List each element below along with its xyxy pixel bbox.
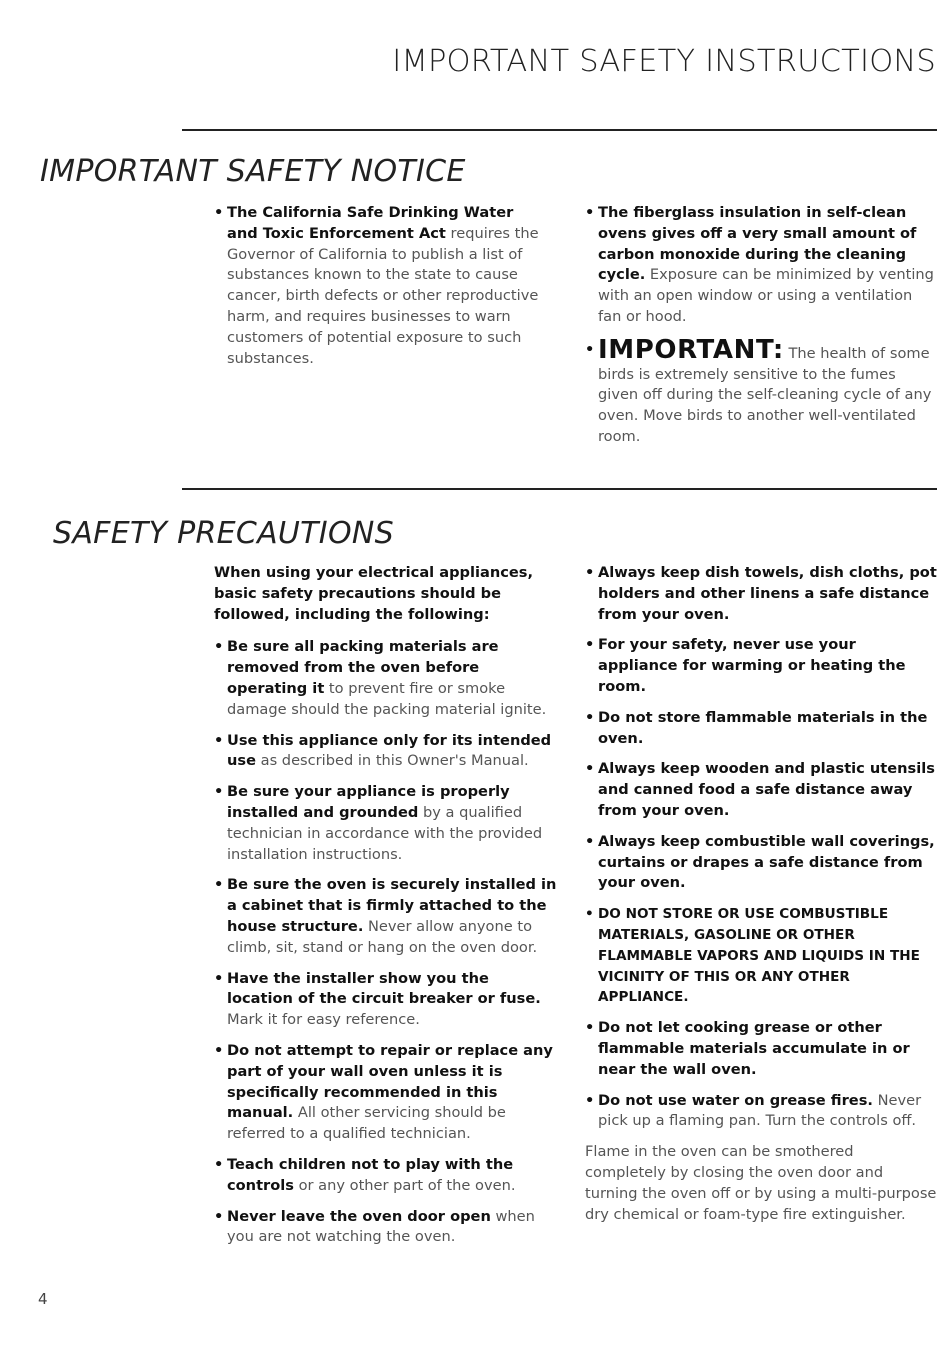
precaution-item: • Use this appliance only for its intended use as described in this Owner's Manual.	[214, 731, 559, 773]
notice-left-item	[214, 203, 544, 369]
top-divider	[182, 129, 937, 131]
precautions-left-column	[214, 563, 559, 1258]
precaution-item: • Never leave the oven door open when you are not watching the oven.	[214, 1207, 559, 1249]
precaution-item: • Teach children not to play with the controls or any other part of the oven.	[214, 1155, 559, 1197]
notice-left-light: requires the Governor of California to publish a list of substances known to the state to cause cancer, birth defects or other reproductive harm, and requires businesses to warn customers of potential exposure to such substances.	[227, 224, 539, 367]
page-number: 4	[38, 1290, 48, 1308]
precaution-item: • Do not attempt to repair or replace any part of your wall oven unless it is specifically recommended in this manual. All other servicing should be referred to a qualified technician.	[214, 1041, 559, 1145]
important-label: IMPORTANT:	[598, 334, 784, 365]
notice-right-light: Exposure can be minimized by venting with an open window or using a ventilation fan or hood.	[598, 266, 934, 325]
precaution-item: • Be sure the oven is securely installed in a cabinet that is firmly attached to the house structure. Never allow anyone to climb, sit, stand or hang on the oven door.	[214, 875, 559, 958]
notice-left-column	[214, 203, 544, 369]
important-text: The health of some birds is extremely sensitive to the fumes given off during the self-cleaning cycle of any oven. Move birds to another well-ventilated room.	[598, 344, 932, 445]
notice-right-bold: The fiberglass insulation in self-clean ovens gives off a very small amount of carbon monoxide during the cleaning cycle.	[598, 204, 917, 284]
notice-right-column	[585, 203, 935, 448]
middle-divider	[182, 488, 937, 490]
precaution-item: • Do not use water on grease fires. Never pick up a flaming pan. Turn the controls off.	[585, 1091, 937, 1133]
precautions-intro: When using your electrical appliances, basic safety precautions should be followed, including the following:	[214, 564, 534, 623]
precautions-right-column	[585, 563, 937, 1225]
precaution-item: • Be sure all packing materials are removed from the oven before operating it to prevent fire or smoke damage should the packing material ignite.	[214, 637, 559, 720]
precaution-item: • Have the installer show you the location of the circuit breaker or fuse. Mark it for easy reference.	[214, 969, 559, 1031]
precaution-item: • Do not let cooking grease or other flammable materials accumulate in or near the wall oven.	[585, 1018, 937, 1080]
page-header: IMPORTANT SAFETY INSTRUCTIONS	[392, 44, 936, 79]
precaution-item: • Always keep dish towels, dish cloths, pot holders and other linens a safe distance from your oven.	[585, 563, 937, 625]
precaution-item: • Always keep wooden and plastic utensils and canned food a safe distance away from your oven.	[585, 759, 937, 821]
precautions-title: SAFETY PRECAUTIONS	[53, 516, 394, 551]
precaution-item: • Be sure your appliance is properly installed and grounded by a qualified technician in accordance with the provided installation instructions.	[214, 782, 559, 865]
precaution-item: • Do not store flammable materials in the oven.	[585, 708, 937, 750]
notice-right-item	[585, 203, 935, 328]
notice-left-bold: The California Safe Drinking Water and Toxic Enforcement Act	[227, 204, 514, 242]
fire-note: Flame in the oven can be smothered completely by closing the oven door and turning the oven off or by using a multi-purpose dry chemical or foam-type fire extinguisher.	[585, 1143, 937, 1223]
notice-title: IMPORTANT SAFETY NOTICE	[40, 154, 466, 189]
precaution-item: • Always keep combustible wall coverings, curtains or drapes a safe distance from your oven.	[585, 832, 937, 894]
precaution-item: • For your safety, never use your appliance for warming or heating the room.	[585, 635, 937, 697]
precaution-item: • DO NOT STORE OR USE COMBUSTIBLE MATERIALS, GASOLINE OR OTHER FLAMMABLE VAPORS AND LIQUIDS IN THE VICINITY OF THIS OR ANY OTHER APPLIANCE.	[585, 904, 937, 1008]
important-item	[585, 334, 935, 448]
